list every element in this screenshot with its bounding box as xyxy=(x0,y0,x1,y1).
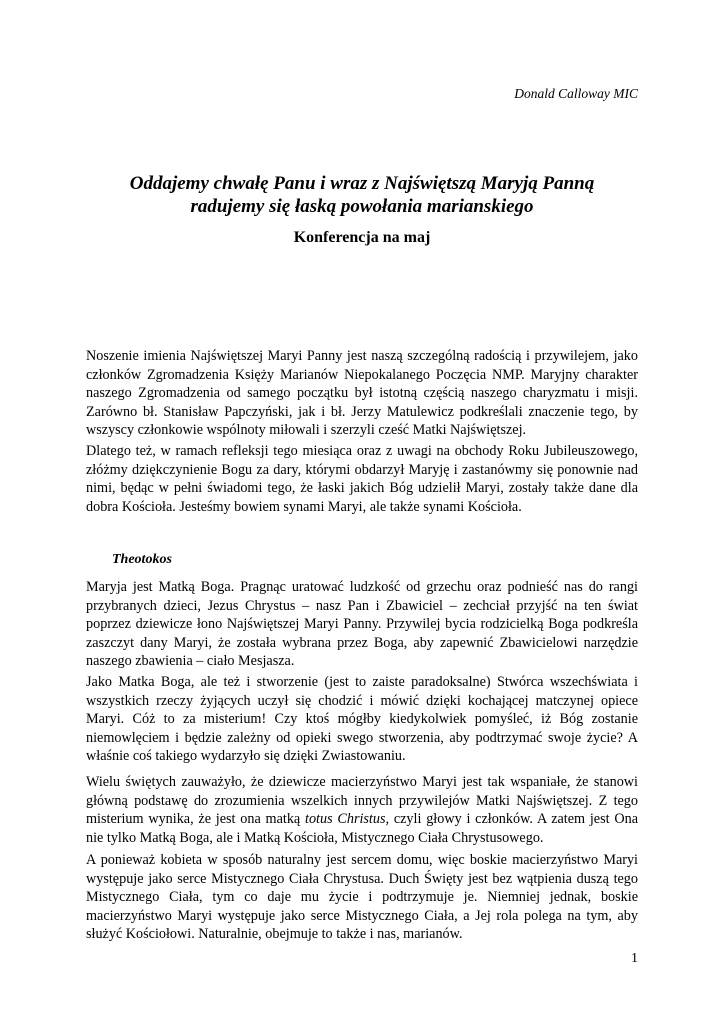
document-subtitle: Konferencja na maj xyxy=(293,229,431,246)
page-number: 1 xyxy=(631,951,638,966)
section-paragraph-3-italic: totus Christus, xyxy=(305,811,390,828)
section-paragraph-3-text-b: czyli głowy i członków. A zatem jest Ona nie tylko Matką Boga, ale i Matką Kościoła, Mistycznego Ciała Chrystusowego. xyxy=(86,811,638,846)
author-name: Donald Calloway MIC xyxy=(514,86,638,101)
section-paragraph-1: Maryja jest Matką Boga. Pragnąc uratować ludzkość od grzechu oraz podnieść nas do rangi przybranych dzieci, Jezus Chrystus – nasz Pan i Zbawiciel – zechciał przyjść na ten świat poprzez dziewicze łono Najświętszej Maryi Panny. Przywilej bycia rodzicielką Boga podkreśla zaszczyt dany Maryi, że została wybrana przez Boga, aby zapewnić Zbawicielowi narzędzie naszego zbawienia – ciało Mesjasza. xyxy=(86,579,638,670)
document-title xyxy=(86,172,638,218)
section-paragraph-2: Jako Matka Boga, ale też i stworzenie (jest to zaiste paradoksalne) Stwórca wszechświata i wszystkich rzeczy żyjących uczył się chodzić i mówić dzięki kochającej matczynej opiece Maryi. Cóż to za misterium! Czy ktoś mógłby kiedykolwiek pomyśleć, iż Bóg zostanie niemowlęciem i będzie zależny od opieki swego stworzenia, aby podtrzymać swoje życie? A właśnie coś takiego wydarzyło się dzięki Zwiastowaniu. xyxy=(86,674,638,765)
intro-paragraph-1: Noszenie imienia Najświętszej Maryi Panny jest naszą szczególną radością i przywilejem, jako członków Zgromadzenia Księży Marianów Niepokalanego Poczęcia NMP. Maryjny charakter naszego Zgromadzenia od samego początku był istotną częścią naszego charyzmatu i misji. Zarówno bł. Stanisław Papczyński, jak i bł. Jerzy Matulewicz podkreślali znaczenie tego, by wszyscy członkowie wspólnoty miłowali i szerzyli cześć Matki Najświętszej. xyxy=(86,348,638,439)
intro-paragraph-2: Dlatego też, w ramach refleksji tego miesiąca oraz z uwagi na obchody Roku Jubileuszowego, złóżmy dziękczynienie Bogu za dary, którymi obdarzył Maryję i zastanówmy się ponownie nad nimi, będąc w pełni świadomi tego, że łaski jakich Bóg udzielił Maryi, zostały także dane dla dobra Kościoła. Jesteśmy bowiem synami Maryi, ale także synami Kościoła. xyxy=(86,443,638,515)
section-paragraph-4: A ponieważ kobieta w sposób naturalny jest sercem domu, więc boskie macierzyństwo Maryi występuje jako serce Mistycznego Ciała Chrystusa. Duch Święty jest bez wątpienia duszą tego Mistycznego Ciała, tym co daje mu życie i podtrzymuje je. Niemniej jednak, boskie macierzyństwo Maryi występuje jako serce Mistycznego Ciała, a Jej rola polega na tym, aby służyć Kościołowi. Naturalnie, obejmuje to także i nas, marianów. xyxy=(86,852,638,943)
title-line-2: radujemy się łaską powołania marianskiego xyxy=(190,196,534,217)
section-paragraph-3 xyxy=(86,773,638,847)
section-heading: Theotokos xyxy=(112,552,172,567)
title-line-1: Oddajemy chwałę Panu i wraz z Najświętszą Maryją Panną xyxy=(129,173,595,194)
section-paragraph-3-text-a: Wielu świętych zauważyło, że dziewicze macierzyństwo Maryi jest tak wspaniałe, że stanowi główną podstawę do zrozumienia wszelkich innych przywilejów Matki Najświętszej. Z tego misterium wynika, że jest ona matką xyxy=(86,774,638,828)
